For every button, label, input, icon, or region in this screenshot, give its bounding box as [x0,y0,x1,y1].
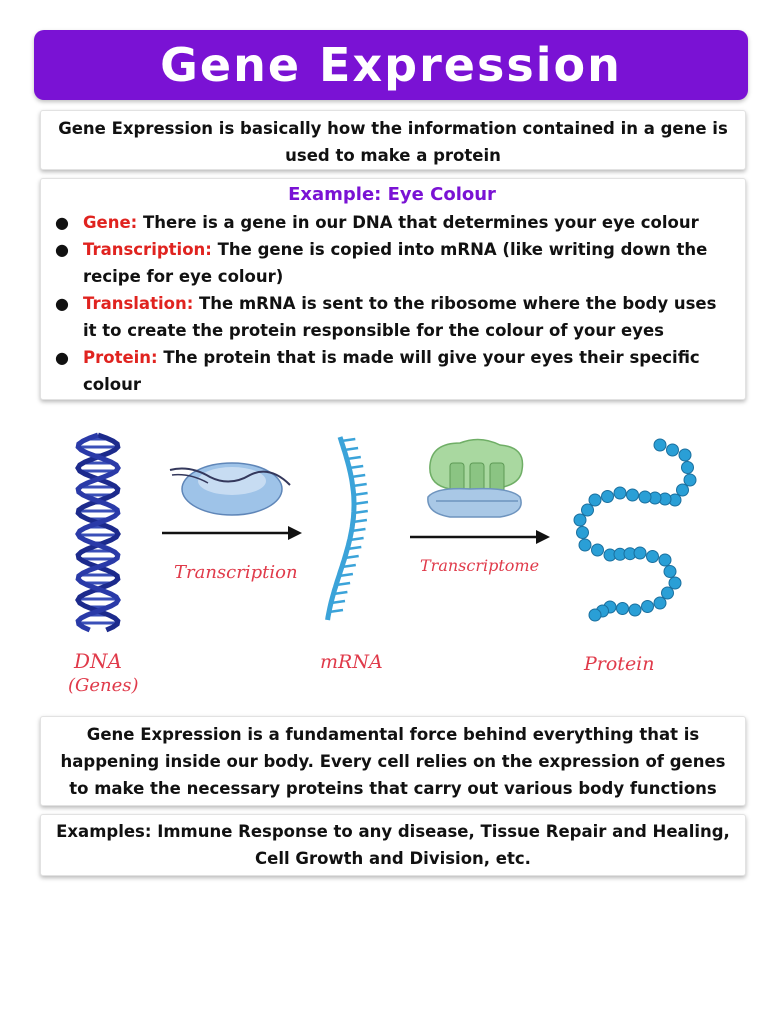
item-term: Protein: [83,348,158,367]
rna-polymerase-icon [170,463,290,515]
amino-acid-bead [684,474,696,486]
transcription-label: Transcription [174,562,298,583]
amino-acid-bead [647,551,659,563]
item-term: Gene: [83,213,138,232]
mrna-strand-icon [328,437,368,620]
gene-expression-diagram [40,425,730,700]
amino-acid-bead [679,449,691,461]
example-list [51,209,733,398]
amino-acid-bead [634,547,646,559]
page-title: Gene Expression [160,38,622,92]
amino-acid-bead [614,487,626,499]
item-term: Transcription: [83,240,212,259]
amino-acid-bead [654,597,666,609]
intro-card [40,110,746,170]
amino-acid-bead [667,444,679,456]
amino-acid-bead [639,491,651,503]
title-banner [34,30,748,100]
item-text: The mRNA is sent to the ribosome where the body uses it to create the protein responsible for the colour of your eyes [83,294,717,340]
amino-acid-bead [577,527,589,539]
example-card [40,178,746,400]
amino-acid-bead [677,484,689,496]
protein-label: Protein [584,653,655,675]
mrna-label: mRNA [320,651,383,673]
examples-card [40,814,746,876]
list-item [51,290,733,344]
amino-acid-bead [642,601,654,613]
list-item [51,236,733,290]
dna-helix-icon [78,435,118,630]
amino-acid-bead [682,462,694,474]
amino-acid-bead [574,514,586,526]
examples-text: Examples: Immune Response to any disease, Tissue Repair and Healing, Cell Growth and Division, etc. [56,822,730,868]
amino-acid-bead [589,609,601,621]
ribosome-icon [428,439,523,517]
amino-acid-bead [582,504,594,516]
transcription-arrow-icon [162,526,302,540]
list-item [51,344,733,398]
protein-chain-icon [574,439,696,621]
amino-acid-bead [659,554,671,566]
bullet-icon: ● [55,213,69,232]
amino-acid-bead [589,494,601,506]
amino-acid-bead [592,544,604,556]
item-text: The protein that is made will give your eyes their specific colour [83,348,700,394]
item-term: Translation: [83,294,194,313]
amino-acid-bead [627,489,639,501]
amino-acid-bead [662,587,674,599]
item-text: There is a gene in our DNA that determines your eye colour [143,213,699,232]
amino-acid-bead [617,603,629,615]
fundamental-text: Gene Expression is a fundamental force behind everything that is happening inside our body. Every cell relies on the expression of genes to make the necessary proteins that carry out various body functions [60,725,726,798]
amino-acid-bead [602,491,614,503]
intro-text: Gene Expression is basically how the information contained in a gene is used to make a protein [58,119,728,165]
amino-acid-bead [654,439,666,451]
fundamental-card [40,716,746,806]
dna-label: DNA [74,649,122,673]
amino-acid-bead [664,566,676,578]
bullet-icon: ● [55,240,69,259]
amino-acid-bead [579,539,591,551]
bullet-icon: ● [55,348,69,367]
example-heading: Example: Eye Colour [288,184,496,205]
translation-arrow-icon [410,530,550,544]
genes-label: (Genes) [68,675,139,696]
bullet-icon: ● [55,294,69,313]
list-item [51,209,733,236]
translation-label: Transcriptome [420,556,540,575]
amino-acid-bead [669,577,681,589]
amino-acid-bead [629,604,641,616]
item-text: The gene is copied into mRNA (like writing down the recipe for eye colour) [83,240,708,286]
